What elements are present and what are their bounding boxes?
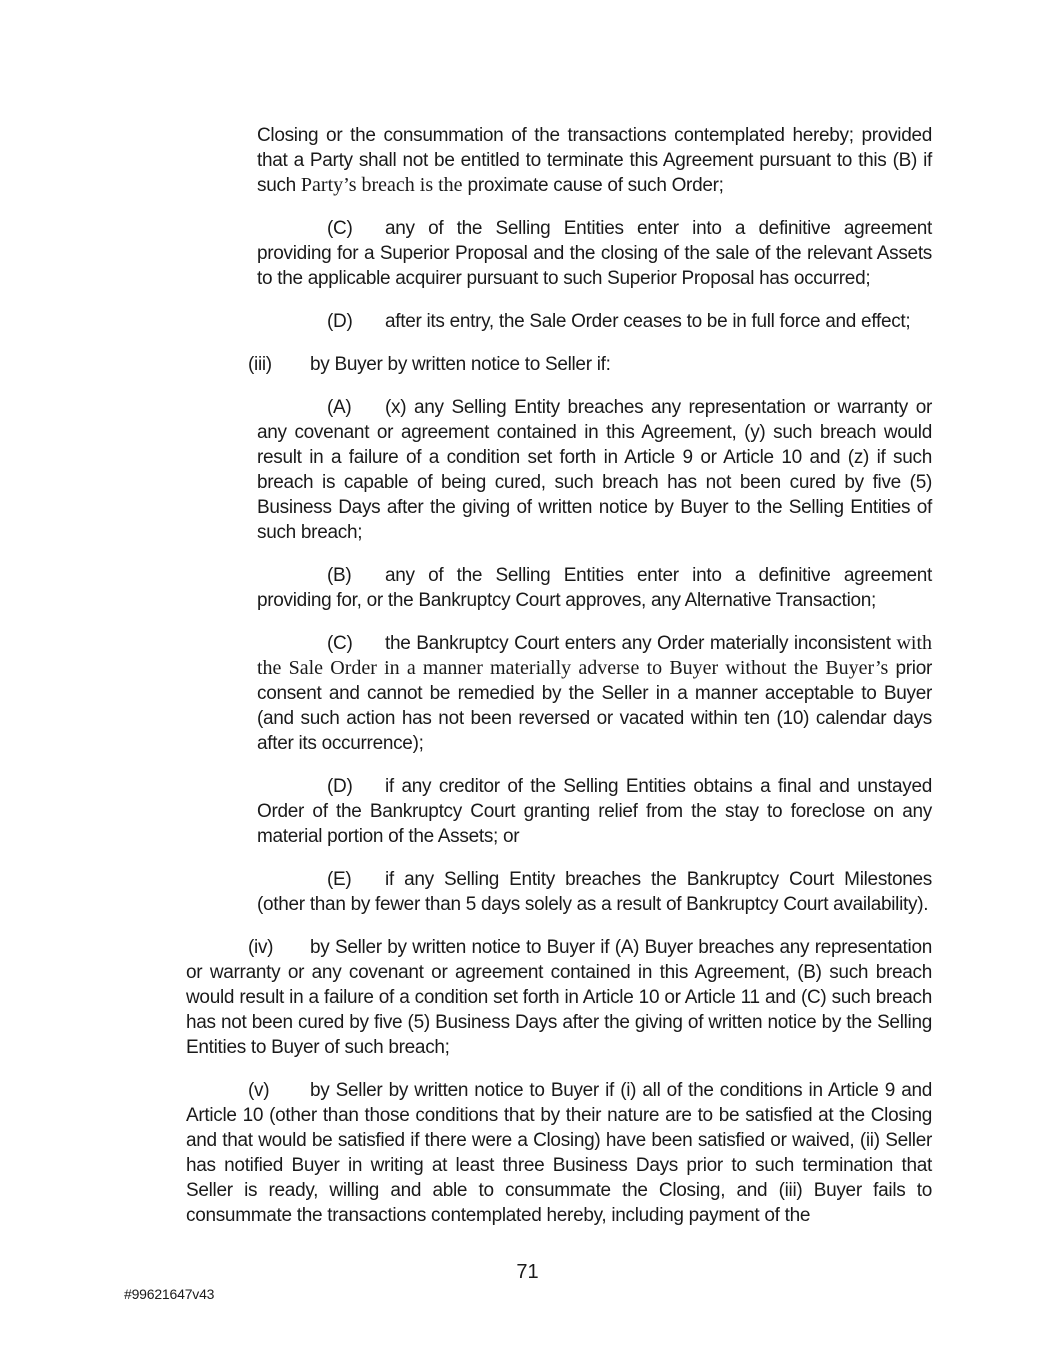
clause-text-segment: prior consent and cannot be remedied by the Seller in a manner acceptable to Buyer (and such action has not been reversed or vacated within ten (10) calendar days after its occurrence); [257,658,932,754]
clause-ii-D [257,309,932,334]
clause-label: (v) [248,1080,270,1101]
clause-text-segment: by Buyer by written notice to Seller if: [310,354,611,375]
clause-label: (E) [327,869,352,890]
clause-text-segment: by Seller by written notice to Buyer if (A) Buyer breaches any representation or warranty or any covenant or agreement contained in this Agreement, (B) such breach would result in a failure of a condition set forth in Article 10 or Article 11 and (C) such breach has not been cured by five (5) Business Days after the giving of written notice by the Selling Entities to Buyer of such breach; [186,937,932,1058]
clause-label: (C) [327,218,353,239]
clause-text-segment: proximate cause of such Order; [467,175,724,196]
clause-label: (A) [327,397,352,418]
clause-text-segment: any of the Selling Entities enter into a definitive agreement providing for a Superior Proposal and the closing of the sale of the relevant Assets to the applicable acquirer pursuant to such Superior Proposal has occurred; [257,218,932,289]
clause-iii-D [257,774,932,849]
clause-iv [186,935,932,1060]
clause-v [186,1078,932,1228]
clause-iii-E [257,867,932,917]
clause-text-segment: if any creditor of the Selling Entities obtains a final and unstayed Order of the Bankruptcy Court granting relief from the stay to foreclose on any material portion of the Assets; or [257,776,932,847]
clause-iii-C [257,631,932,756]
clause-text-segment: the Bankruptcy Court enters any Order materially inconsistent [385,633,897,654]
clause-label: (C) [327,633,353,654]
clause-iii [186,352,932,377]
document-body [186,123,932,1246]
clause-text-segment: any of the Selling Entities enter into a definitive agreement providing for, or the Bankruptcy Court approves, any Alternative Transaction; [257,565,932,611]
clause-label: (iv) [248,937,274,958]
clause-text-segment: after its entry, the Sale Order ceases to be in full force and effect; [385,311,911,332]
clause-continuation [257,123,932,198]
clause-text-segment: by Seller by written notice to Buyer if (i) all of the conditions in Article 9 and Article 10 (other than those conditions that by their nature are to be satisfied at the Closing and that would be satisfied if there were a Closing) have been satisfied or waived, (ii) Seller has notified Buyer in writing at least three Business Days prior to such termination that Seller is ready, willing and able to consummate the Closing, and (iii) Buyer fails to consummate the transactions contemplated hereby, including payment of the [186,1080,932,1226]
clause-label: (iii) [248,354,272,375]
page-number: 71 [516,1261,539,1283]
clause-label: (D) [327,311,353,332]
clause-text-segment: if any Selling Entity breaches the Bankruptcy Court Milestones (other than by fewer than 5 days solely as a result of Bankruptcy Court availability). [257,869,932,915]
clause-text-segment: (x) any Selling Entity breaches any representation or warranty or any covenant or agreement contained in this Agreement, (y) such breach would result in a failure of a condition set forth in Article 9 or Article 10 and (z) if such breach is capable of being cured, such breach has not been cured by five (5) Business Days after the giving of written notice by Buyer to the Selling Entities of such breach; [257,397,932,543]
clause-iii-A [257,395,932,545]
clause-ii-C [257,216,932,291]
document-id-stamp: #99621647v43 [124,1286,215,1302]
clause-text-segment: Closing or the consummation of the transactions contemplated hereby; provided that a Party shall not be entitled to terminate this Agreement pursuant to this (B) if such [257,125,932,196]
clause-text-segment: with the Sale Order in a manner materially adverse to Buyer without the Buyer’s [257,632,932,679]
clause-label: (B) [327,565,352,586]
clause-iii-B [257,563,932,613]
clause-label: (D) [327,776,353,797]
clause-text-segment: Party’s breach is the [300,174,468,196]
